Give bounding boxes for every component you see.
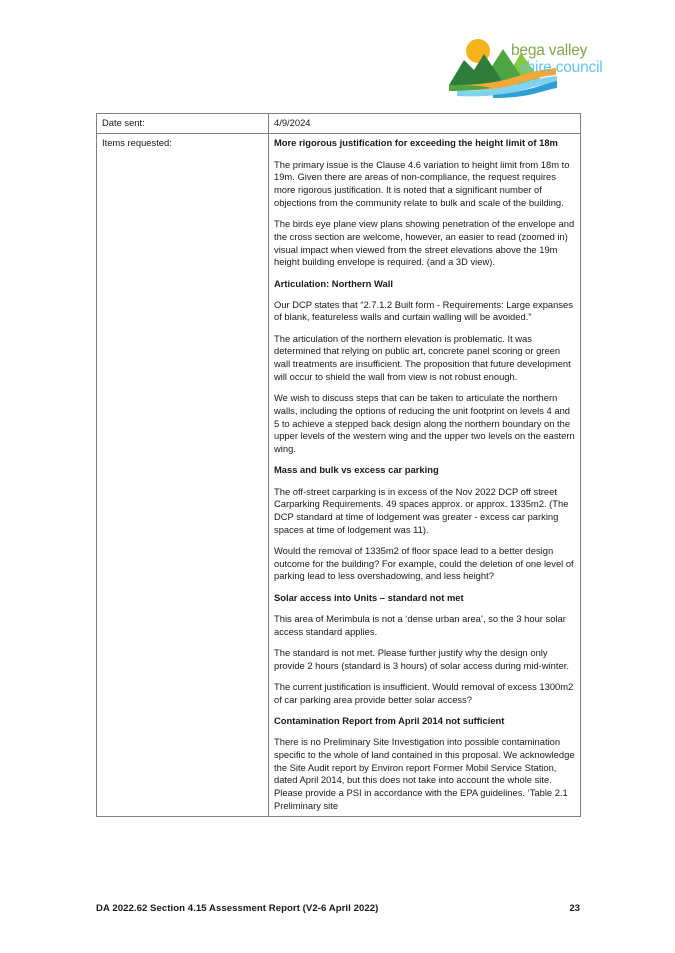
table-row-date-sent — [97, 114, 581, 134]
section-heading: Articulation: Northern Wall — [274, 277, 393, 289]
paragraph: This area of Merimbula is not a ‘dense urban area’, so the 3 hour solar access standard applies. — [274, 612, 566, 637]
paragraph: We wish to discuss steps that can be taken to articulate the northern walls, including the options of reducing the unit footprint on levels 4 and 5 to achieve a stepped back design along the northern boundary on the upper levels of the western wing and the upper two levels on the eastern wing. — [274, 392, 575, 455]
paragraph: The birds eye plane view plans showing penetration of the envelope and the cross section are welcome, however, an easier to read (zoomed in) visual impact when viewed from the street elevations above the 19m height building envelope is required. (and a 3D view). — [274, 218, 575, 268]
council-logo — [447, 33, 632, 101]
paragraph: The off-street carparking is in excess of the Nov 2022 DCP off street Carparking Requirements. 49 spaces approx. or approx. 1335m2. (The DCP standard at time of lodgement was greater - excess car parking spaces at time of lodgement was 11). — [274, 485, 569, 535]
section-heading: More rigorous justification for exceeding the height limit of 18m — [274, 137, 558, 149]
paragraph: Our DCP states that “2.7.1.2 Built form - Requirements: Large expanses of blank, featureless walls and curtain walling will be avoided.” — [274, 298, 573, 323]
section-heading: Contamination Report from April 2014 not sufficient — [274, 714, 505, 726]
logo-wordmark — [511, 43, 635, 75]
paragraph: Would the removal of 1335m2 of floor space lead to a better design outcome for the building? For example, could the deletion of one level of parking lead to less overshadowing, and less height? — [274, 545, 574, 582]
paragraph: There is no Preliminary Site Investigation into possible contamination specific to the whole of land contained in this proposal. We acknowledge the Site Audit report by Environ report Former Mobil Service Station, dated April 2014, but this does not take into account the whole site. Please provide a PSI in accordance with the EPA guidelines. ‘Table 2.1 Preliminary site — [274, 736, 575, 811]
paragraph: The standard is not met. Please further justify why the design only provide 2 hours (standard is 3 hours) of solar access during mid-winter. — [274, 646, 569, 671]
section-heading: Solar access into Units – standard not met — [274, 591, 464, 603]
paragraph: The articulation of the northern elevation is problematic. It was determined that relying on public art, concrete panel scoring or green wall treatments are insufficient. The proposition that future development will occur to shield the wall from view is not robust enough. — [274, 332, 571, 382]
paragraph: The current justification is insufficient. Would removal of excess 1300m2 of car parking area provide better solar access? — [274, 680, 574, 705]
footer-page-number: 23 — [569, 903, 580, 914]
logo-line-one: bega valley — [511, 42, 588, 59]
page-footer — [96, 903, 580, 914]
table-row-items-requested — [97, 134, 581, 817]
logo-line-two: shire council — [519, 58, 603, 76]
paragraph: The primary issue is the Clause 4.6 variation to height limit from 18m to 19m. Given there are areas of non-compliance, the request requires more rigorous justification. It is noted that a significant number of objections from the community relate to bulk and scale of the building. — [274, 158, 570, 208]
row-label-items-requested: Items requested: — [97, 134, 269, 817]
section-heading: Mass and bulk vs excess car parking — [274, 464, 439, 476]
row-label-date-sent: Date sent: — [97, 114, 269, 134]
row-value-items-requested — [269, 134, 581, 817]
row-value-date-sent: 4/9/2024 — [269, 114, 581, 134]
footer-document-title: DA 2022.62 Section 4.15 Assessment Report (V2-6 April 2022) — [96, 903, 379, 914]
items-requested-table — [96, 113, 581, 817]
